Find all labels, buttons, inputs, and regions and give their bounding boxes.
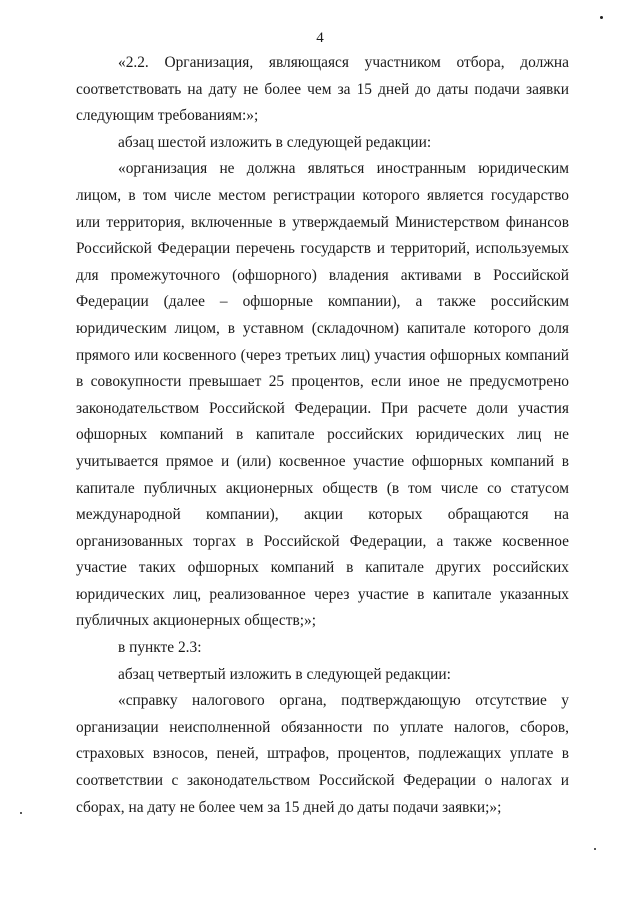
scan-speck: [594, 848, 596, 850]
scan-speck: [600, 16, 603, 19]
paragraph-sixth-instruction: абзац шестой изложить в следующей редакции:: [118, 133, 432, 151]
paragraph-point-2-3: в пункте 2.3:: [118, 639, 202, 657]
paragraph-requirements-intro: «2.2. Организация, являющаяся участником отбора, должна соответствовать на дату не более чем за 15 дней до даты подачи заявки следующим требованиям:»;: [76, 54, 569, 125]
paragraph-fourth-instruction: абзац четвертый изложить в следующей редакции:: [118, 665, 451, 683]
paragraph-tax-certificate: «справку налогового органа, подтверждающую отсутствие у организации неисполненной обязанности по уплате налогов, сборов, страховых взносов, пеней, штрафов, процентов, подлежащих уплате в соответствии с законодательством Российской Федерации о налогах и сборах, на дату не более чем за 15 дней до даты подачи заявки;»;: [76, 692, 569, 816]
scan-speck: [20, 812, 22, 814]
paragraph-offshore-requirement: «организация не должна являться иностранным юридическим лицом, в том числе местом регистрации которого является государство или территория, включенные в утверждаемый Министерством финансов Российской Федерации перечень государств и территорий, используемых для промежуточного (офшорного) владения активами в Российской Федерации (далее – офшорные компании), а также российским юридическим лицом, в уставном (складочном) капитале которого доля прямого или косвенного (через третьих лиц) участия офшорных компаний в совокупности превышает 25 процентов, если иное не предусмотрено законодательством Российской Федерации. При расчете доли участия офшорных компаний в капитале российских юридических лиц не учитывается прямое и (или) косвенное участие офшорных компаний в капитале публичных акционерных обществ (в том числе со статусом международной компании), акции которых обращаются на организованных торгах в Российской Федерации, а также косвенное участие таких офшорных компаний в капитале других российских юридических лиц, реализованное через участие в капитале указанных публичных акционерных обществ;»;: [76, 160, 569, 630]
page-number: 4: [316, 30, 324, 46]
document-body: [76, 50, 569, 821]
